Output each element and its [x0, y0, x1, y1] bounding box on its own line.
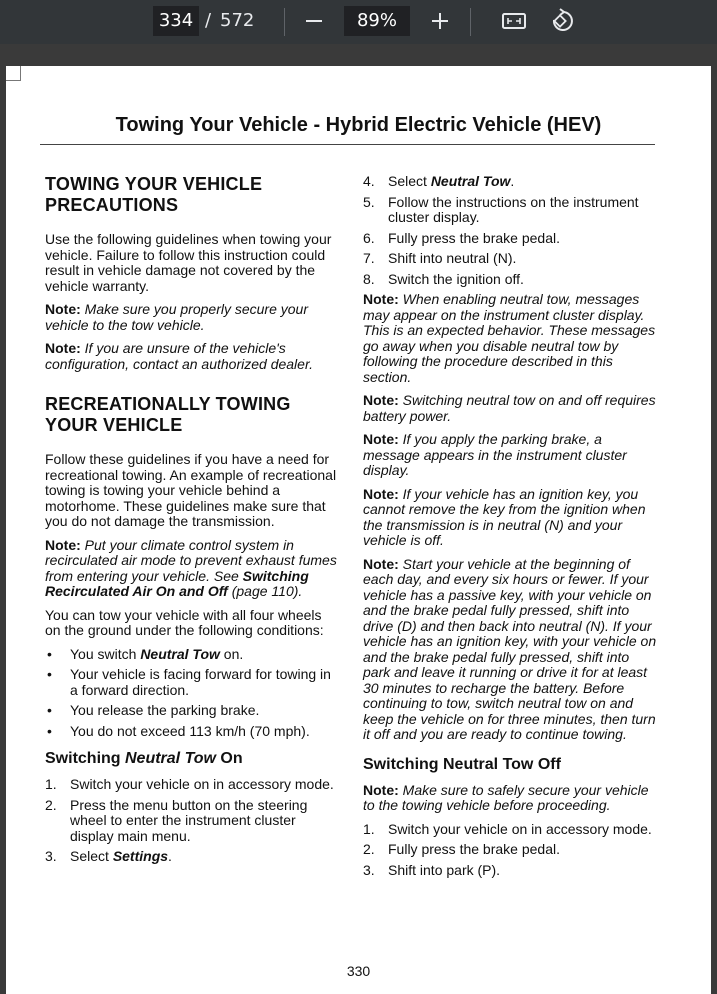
note	[45, 302, 337, 333]
paragraph: Use the following guidelines when towing your vehicle. Failure to follow this instruction could result in vehicle damage not covered by the vehicle warranty.	[45, 231, 332, 294]
note-label: Note:	[45, 340, 81, 356]
list-item: • You release the parking brake.	[47, 702, 260, 718]
list-item: 3. Select Settings.	[45, 848, 172, 864]
list-item: 4. Select Neutral Tow.	[363, 173, 515, 189]
plus-icon	[431, 6, 449, 36]
fit-to-page-button[interactable]	[500, 6, 528, 36]
page-header: Towing Your Vehicle - Hybrid Electric Vehicle (HEV)	[115, 114, 602, 136]
right-column	[363, 174, 659, 883]
list-item: 1. Switch your vehicle on in accessory mode.	[363, 820, 652, 837]
zoom-in-button[interactable]	[428, 6, 452, 36]
subheading-neutral-tow-off: Switching Neutral Tow Off	[363, 755, 561, 773]
note-text: Make sure you properly secure your vehicle to the tow vehicle.	[45, 301, 308, 333]
note-label: Note:	[45, 536, 81, 553]
note: Note: Switching neutral tow on and off requires battery power.	[363, 392, 656, 424]
page-number: 330	[346, 963, 371, 979]
toolbar-divider	[284, 8, 285, 36]
note-text: If you are unsure of the vehicle's configuration, contact an authorized dealer.	[45, 340, 313, 372]
page-corner-marker	[6, 66, 21, 81]
list-item: 7. Shift into neutral (N).	[363, 250, 517, 266]
left-column	[45, 174, 337, 870]
paragraph: Follow these guidelines if you have a need for recreational towing. An example of recreational towing is towing your vehicle behind a motorhome. These guidelines make sure that you do not damage the transmission.	[45, 451, 337, 529]
note: Note: Make sure to safely secure your vehicle to the towing vehicle before proceeding.	[363, 781, 649, 813]
section-heading-recreational	[45, 394, 337, 436]
note-text: Put your climate control system in recirculated air mode to prevent exhaust fumes from entering your vehicle. See	[45, 536, 337, 584]
subheading-neutral-tow-on: Switching Neutral Tow On	[45, 750, 243, 767]
section-heading-precautions	[45, 174, 337, 216]
list-item: 8. Switch the ignition off.	[363, 270, 524, 287]
list-item: 2. Fully press the brake pedal.	[363, 841, 560, 857]
rotate-icon	[547, 6, 575, 36]
heading-line: PRECAUTIONS	[45, 195, 179, 215]
total-pages: 572	[220, 10, 255, 31]
minus-icon	[305, 6, 323, 36]
note-label: Note:	[45, 301, 81, 317]
note: Note: If your vehicle has an ignition key, you cannot remove the key from the ignition when the transmission is in neutral (N) and your vehicle is off.	[363, 485, 646, 548]
document-page	[6, 66, 711, 994]
list-item: 1. Switch your vehicle on in accessory mode.	[45, 776, 334, 792]
note	[45, 538, 337, 600]
note-text: (page 110).	[227, 583, 303, 599]
numbered-list	[363, 822, 659, 879]
list-item: 5. Follow the instructions on the instrument cluster display.	[363, 193, 639, 225]
paragraph: You can tow your vehicle with all four wheels on the ground under the following conditions:	[45, 606, 324, 638]
heading-line: YOUR VEHICLE	[45, 415, 183, 435]
note	[45, 341, 337, 372]
list-item: • You switch Neutral Tow on.	[47, 645, 244, 662]
heading-line: RECREATIONALLY TOWING	[45, 394, 291, 414]
header-rule	[40, 144, 655, 145]
heading-line: TOWING YOUR VEHICLE	[45, 174, 263, 194]
toolbar-divider	[470, 8, 471, 36]
list-item: • Your vehicle is facing forward for towing in a forward direction.	[47, 666, 331, 698]
pdf-toolbar	[0, 0, 717, 44]
list-item: 2. Press the menu button on the steering wheel to enter the instrument cluster display main menu.	[45, 796, 308, 844]
fit-to-page-icon	[501, 6, 527, 36]
current-page-input[interactable]: 334	[153, 6, 199, 36]
cross-reference-link[interactable]: Switching Recirculated Air On and Off	[45, 567, 309, 599]
numbered-list	[45, 777, 337, 865]
bullet-list	[45, 647, 337, 740]
note: Note: Start your vehicle at the beginning of each day, and every six hours or fewer. If your vehicle has a passive key, with your vehicle on and the brake pedal fully pressed, shift into drive (D) and then back into neutral (N). If your vehicle has an ignition key, with your vehicle on and the brake pedal fully pressed, shift into park and leave it running or drive it for at least 30 minutes to recharge the battery. Before continuing to tow, switch neutral tow on and keep the vehicle on for three minutes, then turn it off and you are ready to continue towing.	[363, 555, 657, 742]
list-item: 6. Fully press the brake pedal.	[363, 229, 560, 246]
list-item: 3. Shift into park (P).	[363, 861, 501, 878]
zoom-out-button[interactable]	[302, 6, 326, 36]
page-separator: /	[205, 10, 212, 31]
zoom-level-input[interactable]: 89%	[344, 6, 410, 36]
note: Note: When enabling neutral tow, messages may appear on the instrument cluster display. This is an expected behavior. These messages go away when you disable neutral tow by following the procedure described in this section.	[363, 291, 656, 385]
list-item: • You do not exceed 113 km/h (70 mph).	[47, 722, 310, 739]
note: Note: If you apply the parking brake, a message appears in the instrument cluster display.	[363, 431, 627, 478]
rotate-button[interactable]	[547, 6, 575, 36]
numbered-list	[363, 174, 659, 287]
